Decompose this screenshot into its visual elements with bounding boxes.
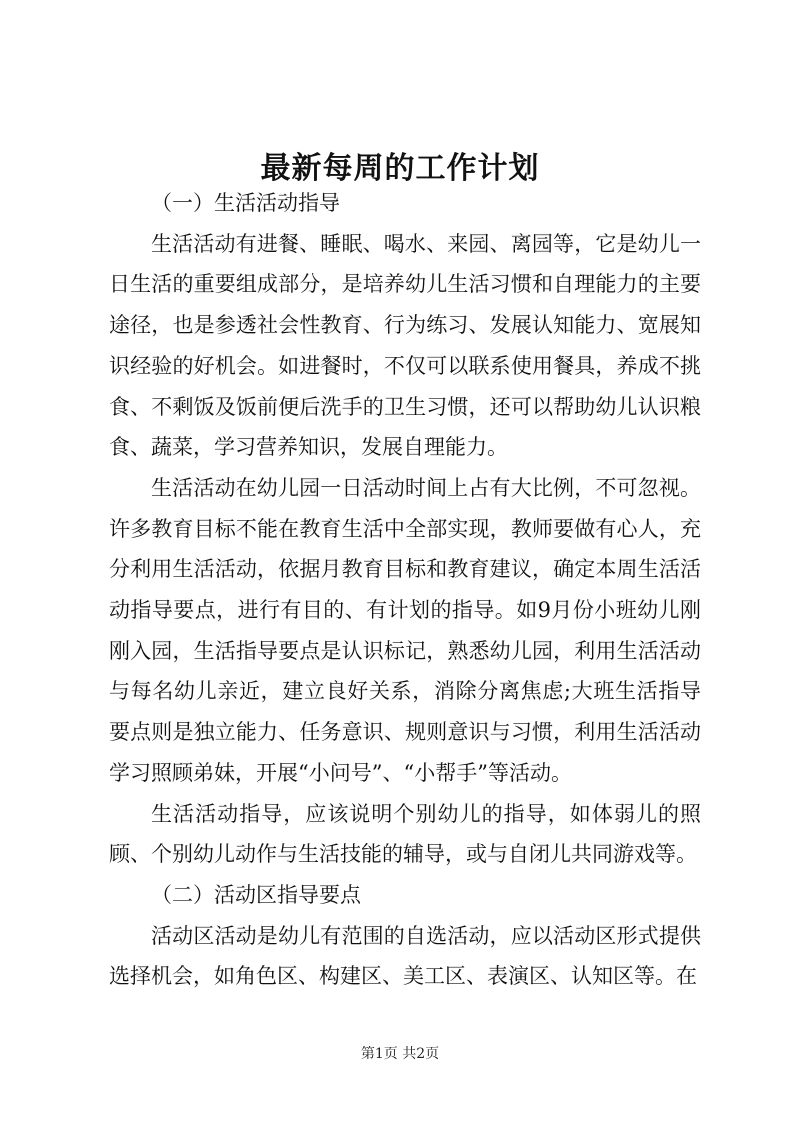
section-heading-1: （一）生活活动指导 (151, 191, 340, 215)
document-title: 最新每周的工作计划 (260, 151, 540, 186)
page-footer: 第1页 共2页 (360, 1046, 440, 1062)
paragraph-1: 生活活动有进餐、睡眠、喝水、来园、离园等，它是幼儿一日生活的重要组成部分，是培养幼儿生活习惯和自理能力的主要途径，也是参透社会性教育、行为练习、发展认知能力、宽展知识经验的好机会。如进餐时，不仅可以联系使用餐具，养成不挑食、不剩饭及饭前便后洗手的卫生习惯，还可以帮助幼儿认识粮食、蔬菜，学习营养知识，发展自理能力。 (109, 231, 701, 460)
section-heading-2: （二）活动区指导要点 (151, 882, 361, 907)
document-body (109, 183, 701, 997)
paragraph-2: 生活活动在幼儿园一日活动时间上占有大比例，不可忽视。许多教育目标不能在教育生活中全部实现，教师要做有心人，充分利用生活活动，依据月教育目标和教育建议，确定本周生活活动指导要点，进行有目的、有计划的指导。如9月份小班幼儿刚刚入园，生活指导要点是认识标记，熟悉幼儿园，利用生活活动与每名幼儿亲近，建立良好关系，消除分离焦虑;大班生活指导要点则是独立能力、任务意识、规则意识与习惯，利用生活活动学习照顾弟妹，开展“小问号”、“小帮手”等活动。 (109, 475, 701, 785)
paragraph-3: 生活活动指导，应该说明个别幼儿的指导，如体弱儿的照顾、个别幼儿动作与生活技能的辅导，或与自闭儿共同游戏等。 (109, 801, 701, 867)
paragraph-4: 活动区活动是幼儿有范围的自选活动，应以活动区形式提供选择机会，如角色区、构建区、美工区、表演区、认知区等。在 (109, 923, 701, 989)
